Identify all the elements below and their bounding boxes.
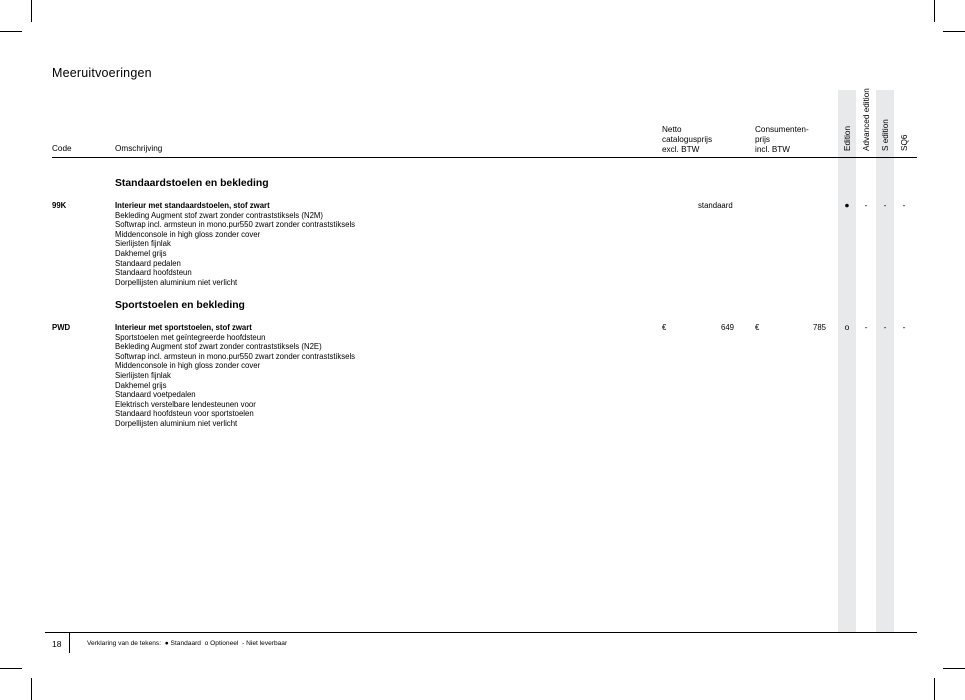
option-line: Elektrisch verstelbare lendesteunen voor [115,399,256,409]
legend-optional: Optioneel [210,640,239,647]
header-consumer-price-line: incl. BTW [755,144,791,154]
legend-standard: Standaard [170,640,201,647]
header-model-sq6: SQ6 [900,134,909,151]
crop-mark [0,31,22,32]
footer-separator [69,632,70,653]
header-description: Omschrijving [115,144,163,153]
option-line: Standaard hoofdsteun [115,268,192,278]
crop-mark [943,31,965,32]
option-line: Middenconsole in high gloss zonder cover [115,361,261,371]
net-price-currency: € [662,323,667,332]
consumer-price-currency: € [755,323,760,332]
crop-mark [934,678,935,700]
option-line: Standaard voetpedalen [115,390,196,400]
crop-mark [31,0,32,22]
price-standard-text: standaard [698,201,733,210]
legend-optional-symbol: o [204,640,209,647]
option-line: Dakhemel grijs [115,248,167,258]
option-line: Softwrap incl. armsteun in mono.pur550 zwart zonder contraststiksels [115,220,356,230]
option-line: Bekleding Augment stof zwart zonder contraststiksels (N2E) [115,342,322,352]
page-title: Meeruitvoeringen [52,66,152,80]
option-code: 99K [52,201,67,210]
option-line: Dorpellijsten aluminium niet verlicht [115,418,238,428]
availability-s-edition: - [883,200,887,210]
legend [87,640,287,647]
crop-mark [0,668,22,669]
option-line: Bekleding Augment stof zwart zonder contraststiksels (N2M) [115,210,324,220]
header-code: Code [52,144,72,153]
option-line: Sierlijsten fijnlak [115,370,171,380]
model-column-shade [838,90,856,632]
availability-edition: o [844,322,850,332]
option-line: Sierlijsten fijnlak [115,239,171,249]
header-consumer-price-line: Consumenten- [755,125,809,134]
option-line: Interieur met standaardstoelen, stof zwart [115,201,270,210]
header-net-price [662,125,712,154]
header-net-price-line: catalogusprijs [662,134,713,144]
header-net-price-line: excl. BTW [662,144,700,154]
availability-sq6: - [902,322,906,332]
option-description [115,323,355,429]
option-line: Standaard pedalen [115,258,181,268]
option-line: Sportstoelen met geïntegreerde hoofdsteun [115,332,266,342]
page-number: 18 [52,639,62,649]
net-price-value: 649 [720,323,734,332]
availability-s-edition: - [883,322,887,332]
availability-advanced-edition: - [864,322,868,332]
option-line: Interieur met sportstoelen, stof zwart [115,323,252,332]
crop-mark [943,668,965,669]
availability-advanced-edition: - [864,200,868,210]
model-column-shade [876,90,894,632]
header-divider [52,157,917,158]
footer-divider [45,632,917,633]
header-net-price-line: Netto [662,125,682,134]
option-line: Softwrap incl. armsteun in mono.pur550 zwart zonder contraststiksels [115,351,356,361]
crop-mark [31,678,32,700]
option-line: Standaard hoofdsteun voor sportstoelen [115,409,254,419]
header-model-edition: Edition [843,125,852,151]
option-line: Dorpellijsten aluminium niet verlicht [115,277,238,287]
legend-label: Verklaring van de tekens: [87,640,162,647]
header-model-advanced-edition: Advanced edition [862,88,871,151]
consumer-price-value: 785 [812,323,826,332]
availability-edition: ● [844,200,850,210]
legend-not-available: Niet leverbaar [246,640,288,647]
option-line: Dakhemel grijs [115,380,167,390]
option-code: PWD [52,323,71,332]
section-title: Standaardstoelen en bekleding [115,178,269,189]
legend-not-available-symbol: - [242,640,245,647]
option-description [115,201,355,287]
header-consumer-price [755,125,809,154]
availability-sq6: - [902,200,906,210]
header-model-s-edition: S edition [881,119,890,151]
header-consumer-price-line: prijs [755,134,771,144]
option-line: Middenconsole in high gloss zonder cover [115,229,261,239]
section-title: Sportstoelen en bekleding [115,300,245,311]
crop-mark [934,0,935,22]
legend-standard-symbol: ● [164,640,169,647]
